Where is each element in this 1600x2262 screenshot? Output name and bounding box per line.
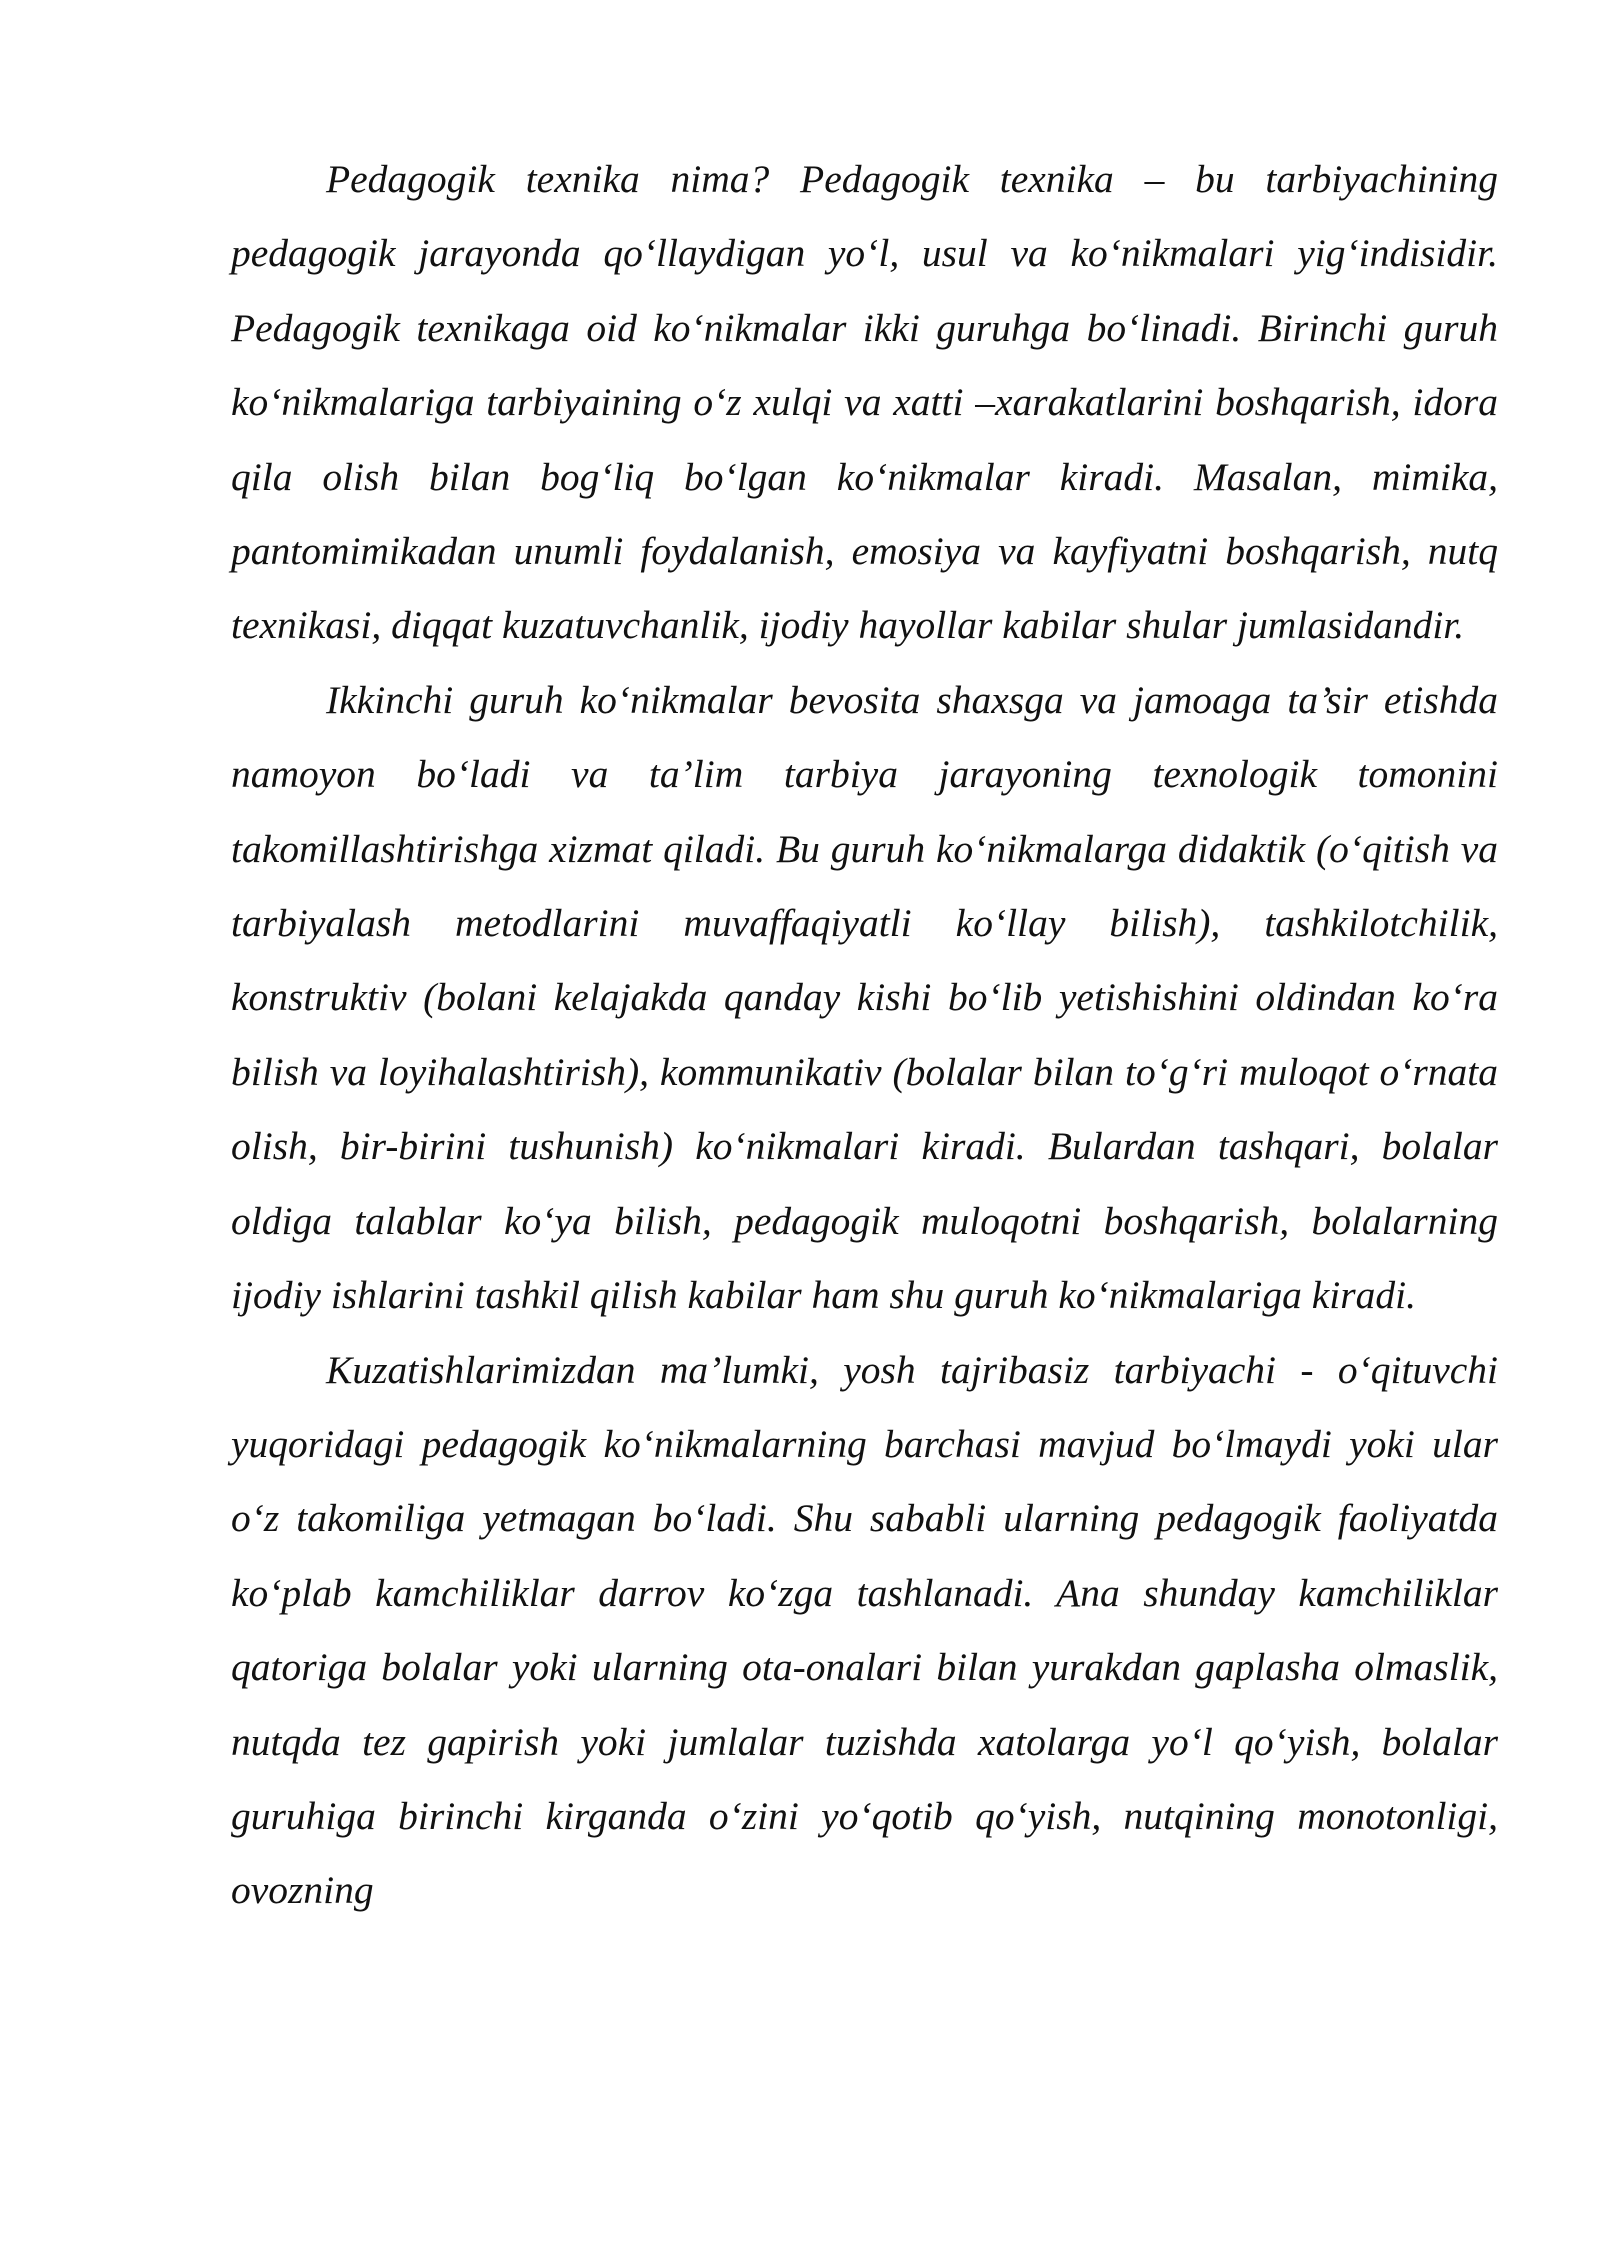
paragraph-observations: Kuzatishlarimizdan ma’lumki, yosh tajribasiz tarbiyachi - o‘qituvchi yuqoridagi pedagogik ko‘nikmalarning barchasi mavjud bo‘lmaydi yoki ular o‘z takomiliga yetmagan bo‘ladi. Shu sababli ularning pedagogik faoliyatda ko‘plab kamchiliklar darrov ko‘zga tashlanadi. Ana shunday kamchiliklar qatoriga bolalar yoki ularning ota-onalari bilan yurakdan gaplasha olmaslik, nutqda tez gapirish yoki jumlalar tuzishda xatolarga yo‘l qo‘yish, bolalar guruhiga birinchi kirganda o‘zini yo‘qotib qo‘yish, nutqining monotonligi, ovozning [231,1347,1498,1913]
paragraph-second-group-skills: Ikkinchi guruh ko‘nikmalar bevosita shaxsga va jamoaga ta’sir etishda namoyon bo‘ladi va ta’lim tarbiya jarayoning texnologik tomonini takomillashtirishga xizmat qiladi. Bu guruh ko‘nikmalarga didaktik (o‘qitish va tarbiyalash metodlarini muvaffaqiyatli ko‘llay bilish), tashkilotchilik, konstruktiv (bolani kelajakda qanday kishi bo‘lib yetishishini oldindan ko‘ra bilish va loyihalashtirish), kommunikativ (bolalar bilan to‘g‘ri muloqot o‘rnata olish, bir-birini tushunish) ko‘nikmalari kiradi. Bulardan tashqari, bolalar oldiga talablar ko‘ya bilish, pedagogik muloqotni boshqarish, bolalarning ijodiy ishlarini tashkil qilish kabilar ham shu guruh ko‘nikmalariga kiradi. [231,677,1498,1318]
document-body [231,142,1498,1928]
paragraph-pedagogical-technique: Pedagogik texnika nima? Pedagogik texnika – bu tarbiyachining pedagogik jarayonda qo‘llaydigan yo‘l, usul va ko‘nikmalari yig‘indisidir. Pedagogik texnikaga oid ko‘nikmalar ikki guruhga bo‘linadi. Birinchi guruh ko‘nikmalariga tarbiyaining o‘z xulqi va xatti –xarakatlarini boshqarish, idora qila olish bilan bog‘liq bo‘lgan ko‘nikmalar kiradi. Masalan, mimika, pantomimikadan unumli foydalanish, emosiya va kayfiyatni boshqarish, nutq texnikasi, diqqat kuzatuvchanlik, ijodiy hayollar kabilar shular jumlasidandir. [231,157,1498,648]
